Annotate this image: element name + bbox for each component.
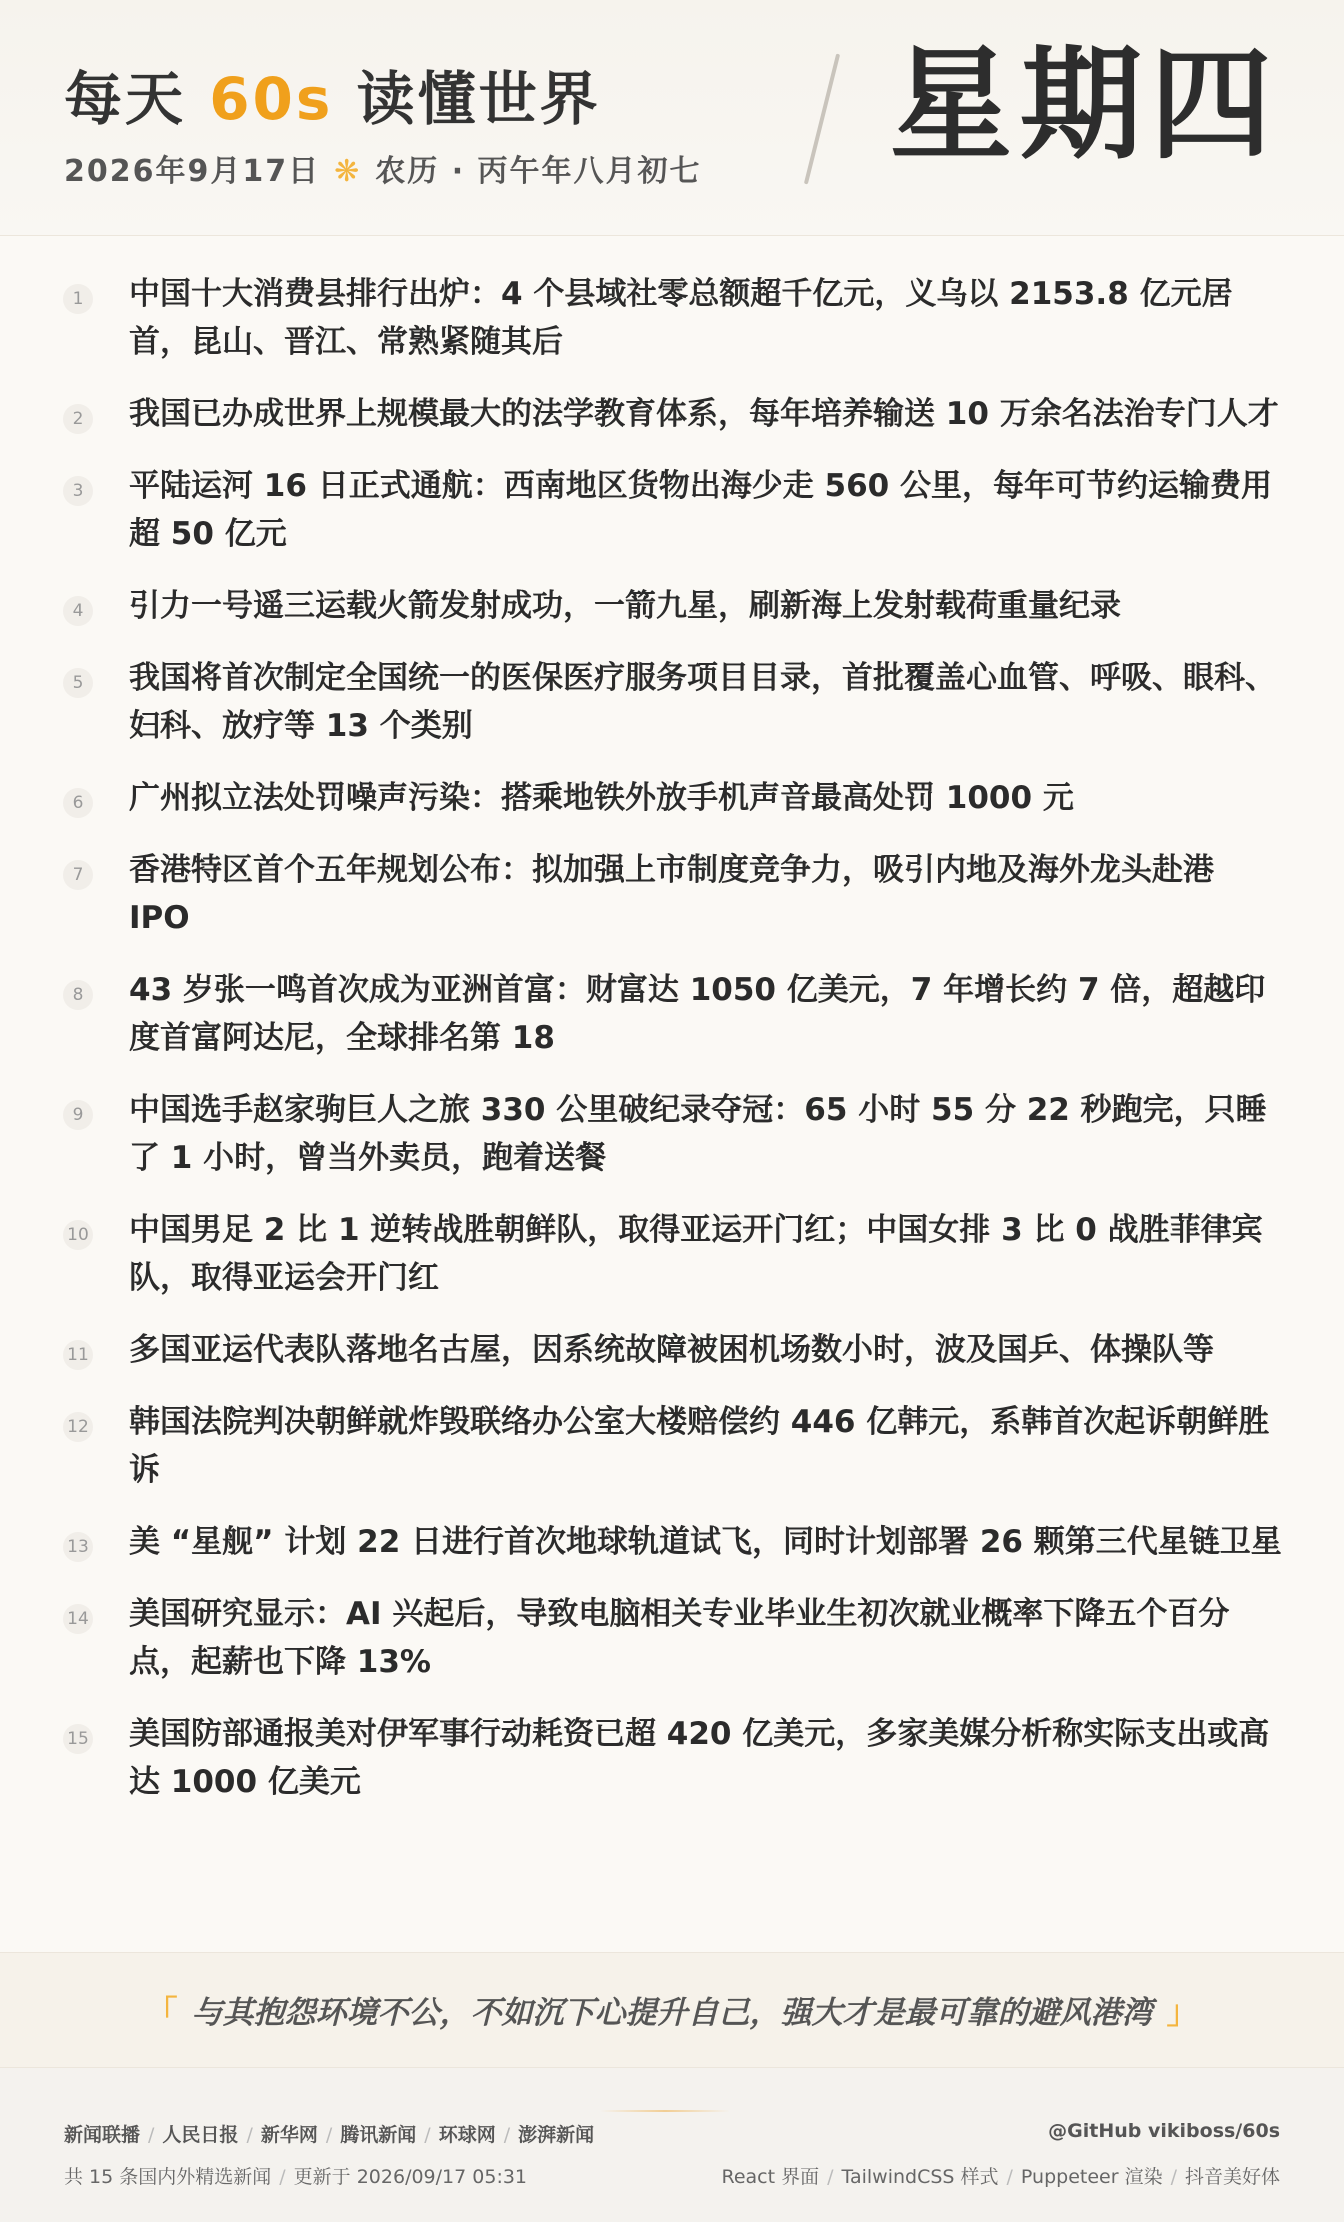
gregorian-date: 2026年9月17日	[64, 154, 321, 189]
weekday: 星期四	[890, 34, 1280, 176]
news-item	[0, 1710, 1344, 1806]
news-text: 韩国法院判决朝鲜就炸毁联络办公室大楼赔偿约 446 亿韩元，系韩首次起诉朝鲜胜诉	[129, 1404, 1270, 1488]
tech-item: TailwindCSS 样式	[841, 2166, 999, 2188]
news-source: 澎湃新闻	[518, 2124, 595, 2146]
github-credit: @GitHub vikiboss/60s	[1048, 2120, 1280, 2142]
news-source: 环球网	[438, 2124, 496, 2146]
news-text: 引力一号遥三运载火箭发射成功，一箭九星，刷新海上发射载荷重量纪录	[129, 588, 1121, 624]
news-number-badge: 14	[63, 1604, 93, 1634]
news-number-badge: 2	[63, 404, 93, 434]
news-item	[0, 1590, 1344, 1686]
news-item	[0, 270, 1344, 366]
news-item	[0, 1518, 1344, 1566]
lunar-date: 农历 · 丙午年八月初七	[375, 154, 702, 189]
page-footer	[0, 2068, 1344, 2222]
news-number-badge: 15	[63, 1724, 93, 1754]
news-item	[0, 654, 1344, 750]
news-number-badge: 5	[63, 668, 93, 698]
news-source: 人民日报	[162, 2124, 239, 2146]
news-number-badge: 1	[63, 284, 93, 314]
news-number-badge: 12	[63, 1412, 93, 1442]
news-text: 43 岁张一鸣首次成为亚洲首富：财富达 1050 亿美元，7 年增长约 7 倍，超越印度首富阿达尼，全球排名第 18	[129, 972, 1266, 1056]
quote-text: 与其抱怨环境不公，不如沉下心提升自己，强大才是最可靠的避风港湾	[191, 1995, 1153, 2031]
news-sources: 新闻联播 / 人民日报 / 新华网 / 腾讯新闻 / 环球网 / 澎湃新闻	[64, 2124, 595, 2146]
news-number-badge: 9	[63, 1100, 93, 1130]
news-text: 美 “星舰” 计划 22 日进行首次地球轨道试飞，同时计划部署 26 颗第三代星链卫星	[129, 1524, 1282, 1560]
tech-stack: React 界面 / TailwindCSS 样式 / Puppeteer 渲染 / 抖音美好体	[721, 2166, 1280, 2188]
page-title	[64, 52, 601, 136]
title-prefix: 每天	[64, 65, 210, 133]
title-suffix: 读懂世界	[333, 65, 601, 133]
news-text: 多国亚运代表队落地名古屋，因系统故障被困机场数小时，波及国乒、体操队等	[129, 1332, 1214, 1368]
page-header	[0, 0, 1344, 236]
news-item	[0, 462, 1344, 558]
news-item	[0, 1086, 1344, 1182]
news-list	[0, 270, 1344, 1830]
news-number-badge: 6	[63, 788, 93, 818]
tech-item: 抖音美好体	[1184, 2166, 1280, 2188]
news-number-badge: 11	[63, 1340, 93, 1370]
quote-open-mark: 「	[145, 1993, 178, 2031]
tech-item: Puppeteer 渲染	[1020, 2166, 1163, 2188]
news-item	[0, 774, 1344, 822]
news-source: 新华网	[260, 2124, 318, 2146]
news-text: 美国研究显示：AI 兴起后，导致电脑相关专业毕业生初次就业概率下降五个百分点，起薪也下降 13%	[129, 1596, 1230, 1680]
news-item	[0, 390, 1344, 438]
update-time: 更新于 2026/09/17 05:31	[293, 2166, 528, 2188]
news-number-badge: 7	[63, 860, 93, 890]
quote-band	[0, 1952, 1344, 2068]
news-item	[0, 846, 1344, 942]
news-text: 平陆运河 16 日正式通航：西南地区货物出海少走 560 公里，每年可节约运输费用超 50 亿元	[129, 468, 1273, 552]
footer-decoration	[600, 2110, 730, 2112]
news-item	[0, 966, 1344, 1062]
news-item	[0, 1398, 1344, 1494]
title-accent: 60s	[209, 65, 334, 133]
news-number-badge: 10	[63, 1220, 93, 1250]
quote-close-mark: 」	[1166, 1993, 1199, 2031]
news-text: 我国将首次制定全国统一的医保医疗服务项目目录，首批覆盖心血管、呼吸、眼科、妇科、放疗等 13 个类别	[129, 660, 1276, 744]
news-item	[0, 582, 1344, 630]
news-count: 共 15 条国内外精选新闻	[64, 2166, 272, 2188]
header-divider	[804, 54, 840, 185]
news-text: 美国防部通报美对伊军事行动耗资已超 420 亿美元，多家美媒分析称实际支出或高达 1000 亿美元	[129, 1716, 1270, 1800]
footer-meta: 共 15 条国内外精选新闻 / 更新于 2026/09/17 05:31	[64, 2166, 528, 2188]
news-text: 中国选手赵家驹巨人之旅 330 公里破纪录夺冠：65 小时 55 分 22 秒跑完，只睡了 1 小时，曾当外卖员，跑着送餐	[129, 1092, 1267, 1176]
news-item	[0, 1206, 1344, 1302]
news-source: 腾讯新闻	[340, 2124, 417, 2146]
news-number-badge: 4	[63, 596, 93, 626]
news-text: 广州拟立法处罚噪声污染：搭乘地铁外放手机声音最高处罚 1000 元	[129, 780, 1074, 816]
news-number-badge: 8	[63, 980, 93, 1010]
flower-icon: ❋	[334, 154, 362, 189]
daily-quote	[131, 1987, 1212, 2033]
news-number-badge: 3	[63, 476, 93, 506]
date-line	[64, 146, 702, 190]
news-text: 中国十大消费县排行出炉：4 个县域社零总额超千亿元，义乌以 2153.8 亿元居首，昆山、晋江、常熟紧随其后	[129, 276, 1233, 360]
news-source: 新闻联播	[64, 2124, 141, 2146]
news-number-badge: 13	[63, 1532, 93, 1562]
news-text: 中国男足 2 比 1 逆转战胜朝鲜队，取得亚运开门红；中国女排 3 比 0 战胜菲律宾队，取得亚运会开门红	[129, 1212, 1263, 1296]
news-item	[0, 1326, 1344, 1374]
tech-item: React 界面	[721, 2166, 820, 2188]
news-text: 香港特区首个五年规划公布：拟加强上市制度竞争力，吸引内地及海外龙头赴港 IPO	[129, 852, 1214, 936]
news-text: 我国已办成世界上规模最大的法学教育体系，每年培养输送 10 万余名法治专门人才	[129, 396, 1279, 432]
